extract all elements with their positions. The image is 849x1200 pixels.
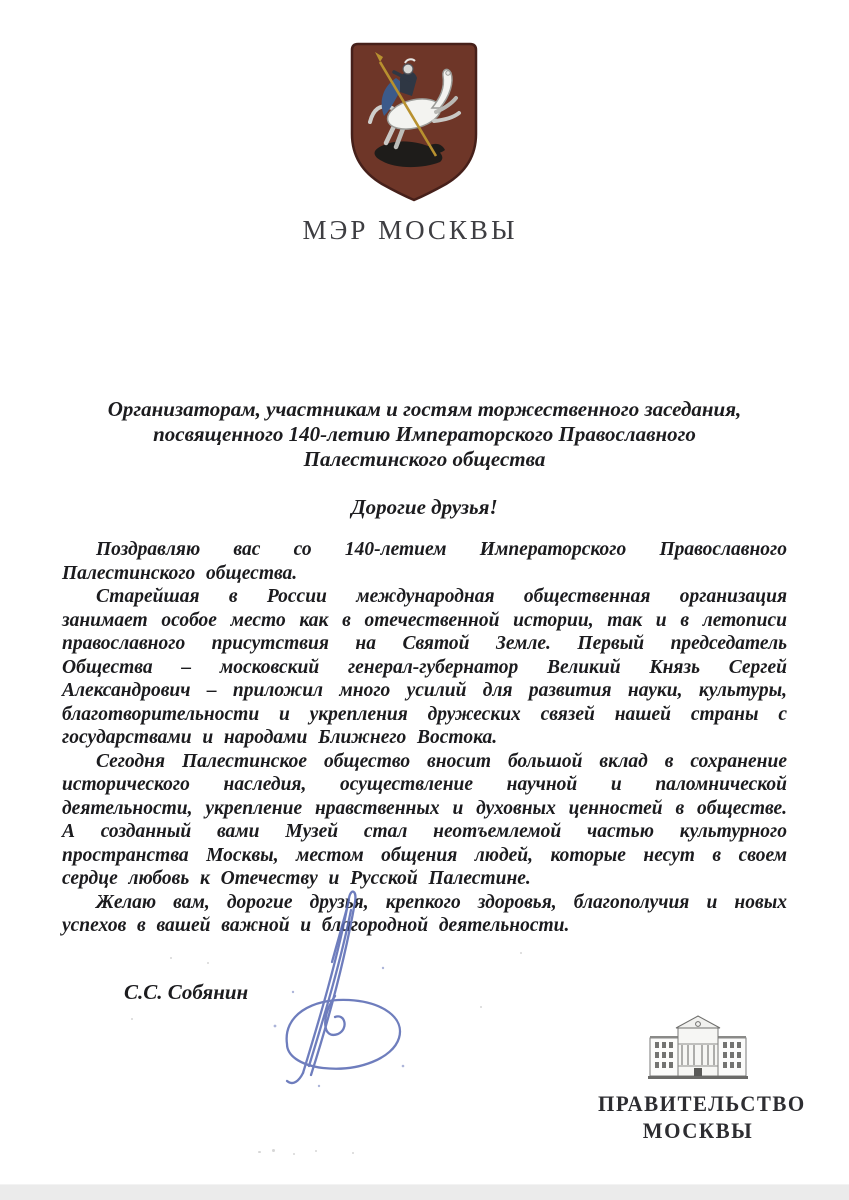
addressee-line: Организаторам, участникам и гостям торжественного заседания, bbox=[107, 397, 742, 421]
scan-edge-band bbox=[0, 1184, 849, 1200]
paragraph: Старейшая в России международная общественная организация занимает особое место как в отечественной истории, так и в летописи православного присутствия на Святой Земле. Первый председатель Общества – московский генерал-губернатор Великий Князь Сергей Александрович – приложил много усилий для развития науки, культуры, благотворительности и укрепления дружеских связей нашей страны с государствами и народами Ближнего Востока. bbox=[62, 586, 787, 748]
scan-speck bbox=[272, 1149, 275, 1152]
paragraph: Сегодня Палестинское общество вносит большой вклад в сохранение исторического наследия, осуществление научной и паломнической деятельности, укрепление нравственных и духовных ценностей в обществе. А созданный вами Музей стал неотъемлемой частью культурного пространства Москвы, местом общения людей, которые несут в своем сердце любовь к Отечеству и Русской Палестине. bbox=[62, 750, 787, 889]
scan-speck bbox=[315, 1150, 317, 1152]
paragraph: Желаю вам, дорогие друзья, крепкого здоровья, благополучия и новых успехов в вашей важной и благородной деятельности. bbox=[62, 891, 787, 936]
signer-name: С.С. Собянин bbox=[124, 980, 249, 1004]
footer-org-line1: ПРАВИТЕЛЬСТВО bbox=[598, 1091, 806, 1116]
scan-speck bbox=[520, 952, 522, 954]
scan-speck bbox=[258, 1151, 261, 1153]
scan-speck bbox=[480, 1006, 482, 1008]
scan-speck bbox=[131, 1018, 133, 1020]
addressee-line: посвященного 140-летию Императорского Православного bbox=[153, 422, 696, 446]
paragraph: Поздравляю вас со 140-летием Императорского Православного Палестинского общества. bbox=[62, 539, 787, 584]
footer-logo-block bbox=[598, 1014, 806, 1143]
signature-scribble-icon bbox=[263, 876, 425, 1092]
addressee-line: Палестинского общества bbox=[303, 447, 546, 471]
footer-org-line2: МОСКВЫ bbox=[642, 1118, 754, 1143]
scan-speck bbox=[293, 1153, 295, 1155]
addressee-block bbox=[62, 397, 787, 472]
scan-speck bbox=[352, 1152, 354, 1154]
letterhead-title: МЭР МОСКВЫ bbox=[302, 215, 518, 245]
salutation: Дорогие друзья! bbox=[351, 495, 498, 519]
moscow-coat-of-arms-icon bbox=[350, 42, 478, 202]
scan-speck bbox=[207, 962, 209, 964]
scan-speck bbox=[170, 957, 172, 959]
moscow-city-hall-icon bbox=[648, 1014, 748, 1086]
